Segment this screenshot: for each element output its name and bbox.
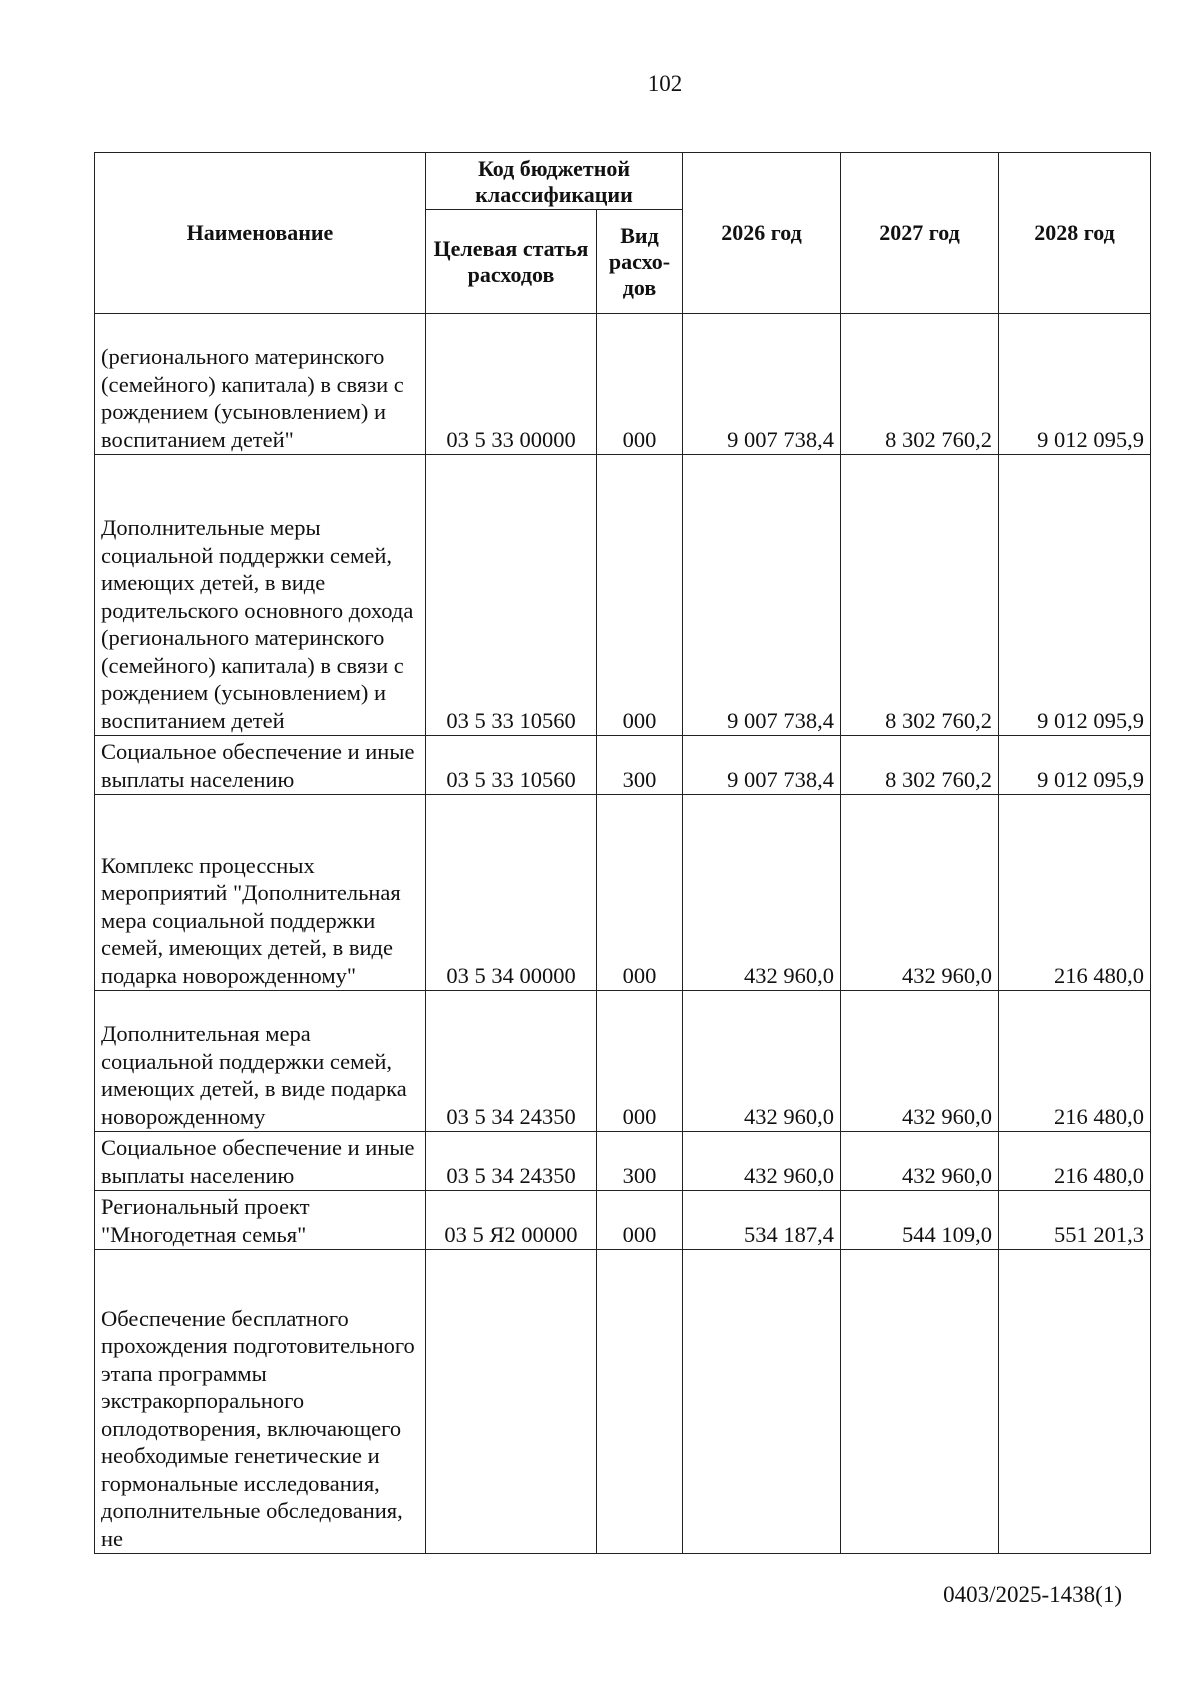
cell-2028: [999, 1250, 1151, 1554]
cell-2026: 9 007 738,4: [683, 455, 841, 736]
cell-code: 03 5 34 24350: [426, 991, 597, 1132]
cell-code: 03 5 34 00000: [426, 795, 597, 991]
cell-2027: 8 302 760,2: [841, 314, 999, 455]
cell-expense-type: 300: [597, 1132, 683, 1191]
cell-code: 03 5 Я2 00000: [426, 1191, 597, 1250]
cell-2028: 551 201,3: [999, 1191, 1151, 1250]
cell-expense-type: 000: [597, 314, 683, 455]
cell-2028: 216 480,0: [999, 991, 1151, 1132]
cell-expense-type: 000: [597, 1191, 683, 1250]
cell-2028: 9 012 095,9: [999, 736, 1151, 795]
cell-expense-type: [597, 1250, 683, 1554]
cell-expense-type: 300: [597, 736, 683, 795]
header-expense-type: Вид расхо-дов: [597, 210, 683, 314]
cell-2028: 216 480,0: [999, 1132, 1151, 1191]
cell-2027: 8 302 760,2: [841, 455, 999, 736]
table-row: [95, 1132, 1151, 1191]
cell-expense-type: 000: [597, 455, 683, 736]
cell-name: Обеспечение бесплатного прохождения подготовительного этапа программы экстракорпорального оплодотворения, включающего необходимые генетические и гормональные исследования, дополнительные обследования, не: [95, 1250, 426, 1554]
cell-2028: 9 012 095,9: [999, 455, 1151, 736]
cell-2026: [683, 1250, 841, 1554]
cell-2027: [841, 1250, 999, 1554]
cell-code: 03 5 33 10560: [426, 455, 597, 736]
table-row: [95, 455, 1151, 736]
table-row: [95, 314, 1151, 455]
header-2027: 2027 год: [841, 153, 999, 314]
cell-name: Комплекс процессных мероприятий "Дополнительная мера социальной поддержки семей, имеющих детей, в виде подарка новорожденному": [95, 795, 426, 991]
table-row: [95, 1250, 1151, 1554]
header-2026: 2026 год: [683, 153, 841, 314]
table-body: [95, 314, 1151, 1554]
cell-2026: 432 960,0: [683, 1132, 841, 1191]
cell-2026: 432 960,0: [683, 991, 841, 1132]
table-row: [95, 795, 1151, 991]
page-number: 102: [647, 71, 683, 96]
header-target-article: Целевая статья расходов: [426, 210, 597, 314]
table-row: [95, 736, 1151, 795]
cell-name: Дополнительная мера социальной поддержки семей, имеющих детей, в виде подарка новорожденному: [95, 991, 426, 1132]
cell-2027: 432 960,0: [841, 1132, 999, 1191]
table-row: [95, 1191, 1151, 1250]
cell-2026: 534 187,4: [683, 1191, 841, 1250]
cell-code: [426, 1250, 597, 1554]
cell-expense-type: 000: [597, 795, 683, 991]
table-row: [95, 991, 1151, 1132]
table-header: [95, 153, 1151, 314]
header-kbk: Код бюджетной классификации: [426, 153, 683, 210]
cell-expense-type: 000: [597, 991, 683, 1132]
cell-name: (регионального материнского (семейного) капитала) в связи с рождением (усыновлением) и воспитанием детей": [95, 314, 426, 455]
cell-2028: 9 012 095,9: [999, 314, 1151, 455]
cell-2028: 216 480,0: [999, 795, 1151, 991]
cell-2026: 9 007 738,4: [683, 736, 841, 795]
cell-2026: 9 007 738,4: [683, 314, 841, 455]
cell-code: 03 5 33 00000: [426, 314, 597, 455]
cell-name: Дополнительные меры социальной поддержки семей, имеющих детей, в виде родительского основного дохода (регионального материнского (семейного) капитала) в связи с рождением (усыновлением) и воспитанием детей: [95, 455, 426, 736]
header-2028: 2028 год: [999, 153, 1151, 314]
cell-code: 03 5 34 24350: [426, 1132, 597, 1191]
cell-2026: 432 960,0: [683, 795, 841, 991]
cell-2027: 544 109,0: [841, 1191, 999, 1250]
cell-name: Социальное обеспечение и иные выплаты населению: [95, 1132, 426, 1191]
cell-2027: 432 960,0: [841, 795, 999, 991]
cell-2027: 432 960,0: [841, 991, 999, 1132]
document-code: 0403/2025-1438(1): [943, 1582, 1122, 1607]
cell-2027: 8 302 760,2: [841, 736, 999, 795]
cell-name: Региональный проект "Многодетная семья": [95, 1191, 426, 1250]
cell-name: Социальное обеспечение и иные выплаты населению: [95, 736, 426, 795]
budget-table: [94, 152, 1151, 1554]
cell-code: 03 5 33 10560: [426, 736, 597, 795]
header-name: Наименование: [95, 153, 426, 314]
